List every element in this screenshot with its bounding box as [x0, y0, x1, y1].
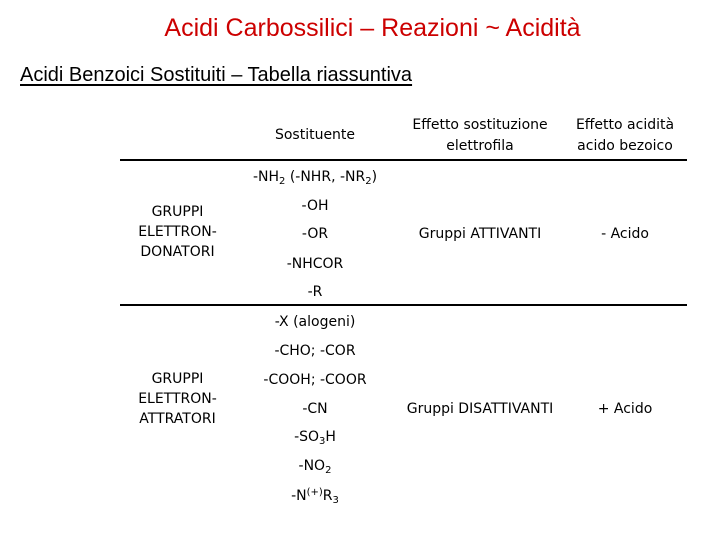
donating-acidity-effect: - Acido	[601, 226, 649, 242]
substituent-nr3-plus: $-N^{(+)}R_3$	[291, 487, 339, 506]
section-divider	[120, 304, 687, 306]
substituent-r: -R	[307, 284, 323, 300]
header-acidity-line-2: acido bezoico	[577, 138, 673, 154]
donating-group-line-1: GRUPPI	[151, 204, 204, 220]
header-substituent	[245, 125, 385, 146]
substituent-halogens: -X (alogeni)	[274, 314, 356, 330]
donating-eas-effect: Gruppi ATTIVANTI	[418, 226, 542, 242]
substituent-nhcor: -NHCOR	[286, 256, 344, 272]
substituent-nh2: $-NH_2$ (-NHR, $-NR_2$)	[252, 169, 378, 187]
donating-group-label	[125, 202, 230, 262]
withdrawing-group-line-3: ATTRATORI	[139, 411, 216, 427]
substituent-or: -OR	[301, 226, 329, 242]
header-acidity-line-1: Effetto acidità	[575, 117, 675, 133]
withdrawing-group-label	[125, 369, 230, 429]
withdrawing-acidity-effect: + Acido	[597, 401, 653, 417]
donating-group-line-3: DONATORI	[140, 244, 215, 260]
substituent-so3h: $-SO_3H$	[294, 429, 336, 447]
substituent-no2: $-NO_2$	[298, 458, 332, 476]
substituent-cho-cor: -CHO; -COR	[274, 343, 356, 359]
withdrawing-group-line-1: GRUPPI	[151, 371, 204, 387]
withdrawing-group-line-2: ELETTRON-	[138, 391, 217, 407]
substituent-cooh-coor: -COOH; -COOR	[263, 372, 367, 388]
header-eas-line-1: Effetto sostituzione	[412, 117, 548, 133]
slide-title: Acidi Carbossilici – Reazioni ~ Acidità	[164, 14, 581, 42]
substituent-cn: -CN	[302, 401, 328, 417]
donating-group-line-2: ELETTRON-	[138, 224, 217, 240]
slide-subtitle: Acidi Benzoici Sostituiti – Tabella riassuntiva	[20, 64, 413, 86]
substituent-oh: -OH	[301, 198, 329, 214]
header-substituent-label: Sostituente	[274, 127, 356, 143]
header-divider	[120, 159, 687, 161]
header-eas-effect	[395, 115, 565, 157]
withdrawing-eas-effect: Gruppi DISATTIVANTI	[406, 401, 554, 417]
header-acidity-effect	[565, 115, 685, 157]
header-eas-line-2: elettrofila	[446, 138, 514, 154]
